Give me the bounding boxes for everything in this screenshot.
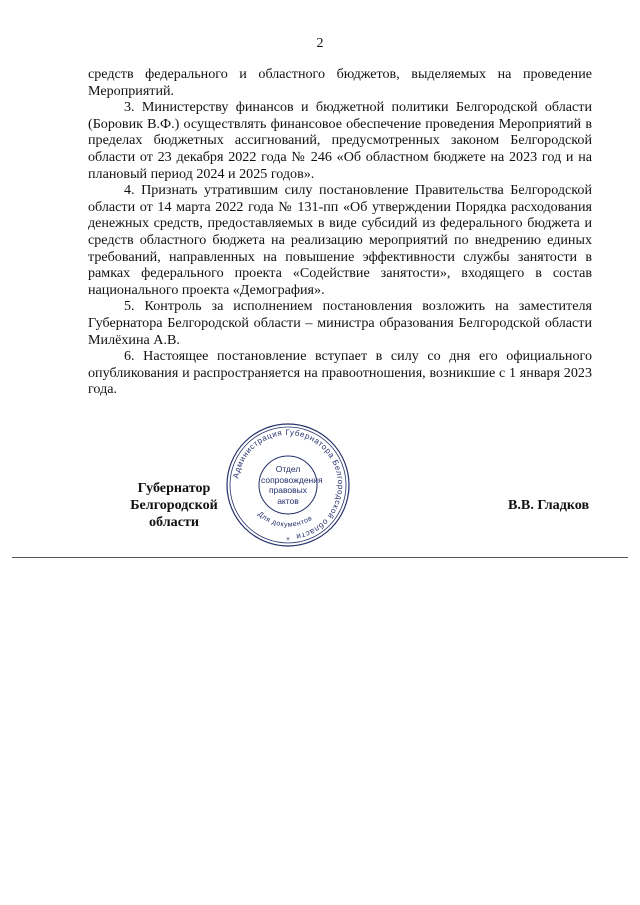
seal-star-icon: * [286,536,290,544]
document-body [88,66,592,398]
paragraph-continuation: средств федерального и областного бюджетов, выделяемых на проведение Мероприятий. [88,66,592,99]
seal-center-line: Отдел [275,464,301,474]
seal-center-line: правовых [268,485,308,495]
seal-ring-bottom-text: Для документов [256,510,314,529]
signatory-title-line1: Губернатор [137,480,211,496]
seal-ring-text: Администрация Губернатора Белгородской области [231,427,346,542]
signatory-title-line2: Белгородской области [130,497,218,530]
paragraph-6: 6. Настоящее постановление вступает в силу со дня его официального опубликования и распространяется на правоотношения, возникшие с 1 января 2023 года. [88,348,592,398]
page-number: 2 [316,36,324,51]
seal-center-line: актов [277,495,299,506]
seal-center-text [261,458,323,512]
paragraph-5: 5. Контроль за исполнением постановления возложить на заместителя Губернатора Белгородской области – министра образования Белгородской области Милёхина А.В. [88,298,592,348]
signatory-title [104,480,244,531]
paragraph-4: 4. Признать утратившим силу постановление Правительства Белгородской области от 14 марта 2022 года № 131-пп «Об утверждении Порядка расходования денежных средств, предоставляемых в виде субсидий из федерального бюджета и средств областного бюджета на реализацию мероприятий по внедрению единых требований, направленных на повышение эффективности службы занятости в рамках федерального проекта «Содействие занятости», входящего в состав национального проекта «Демография». [88,182,592,298]
paragraph-3: 3. Министерству финансов и бюджетной политики Белгородской области (Боровик В.Ф.) осуществлять финансовое обеспечение проведения Мероприятий в пределах бюджетных ассигнований, предусмотренных законом Белгородской области от 23 декабря 2022 года № 246 «Об областном бюджете на 2023 год и на плановый период 2024 и 2025 годов». [88,99,592,182]
signatory-name: В.В. Гладков [508,497,590,513]
page-divider [12,557,628,558]
seal-center-line: сопровождения [261,474,323,485]
